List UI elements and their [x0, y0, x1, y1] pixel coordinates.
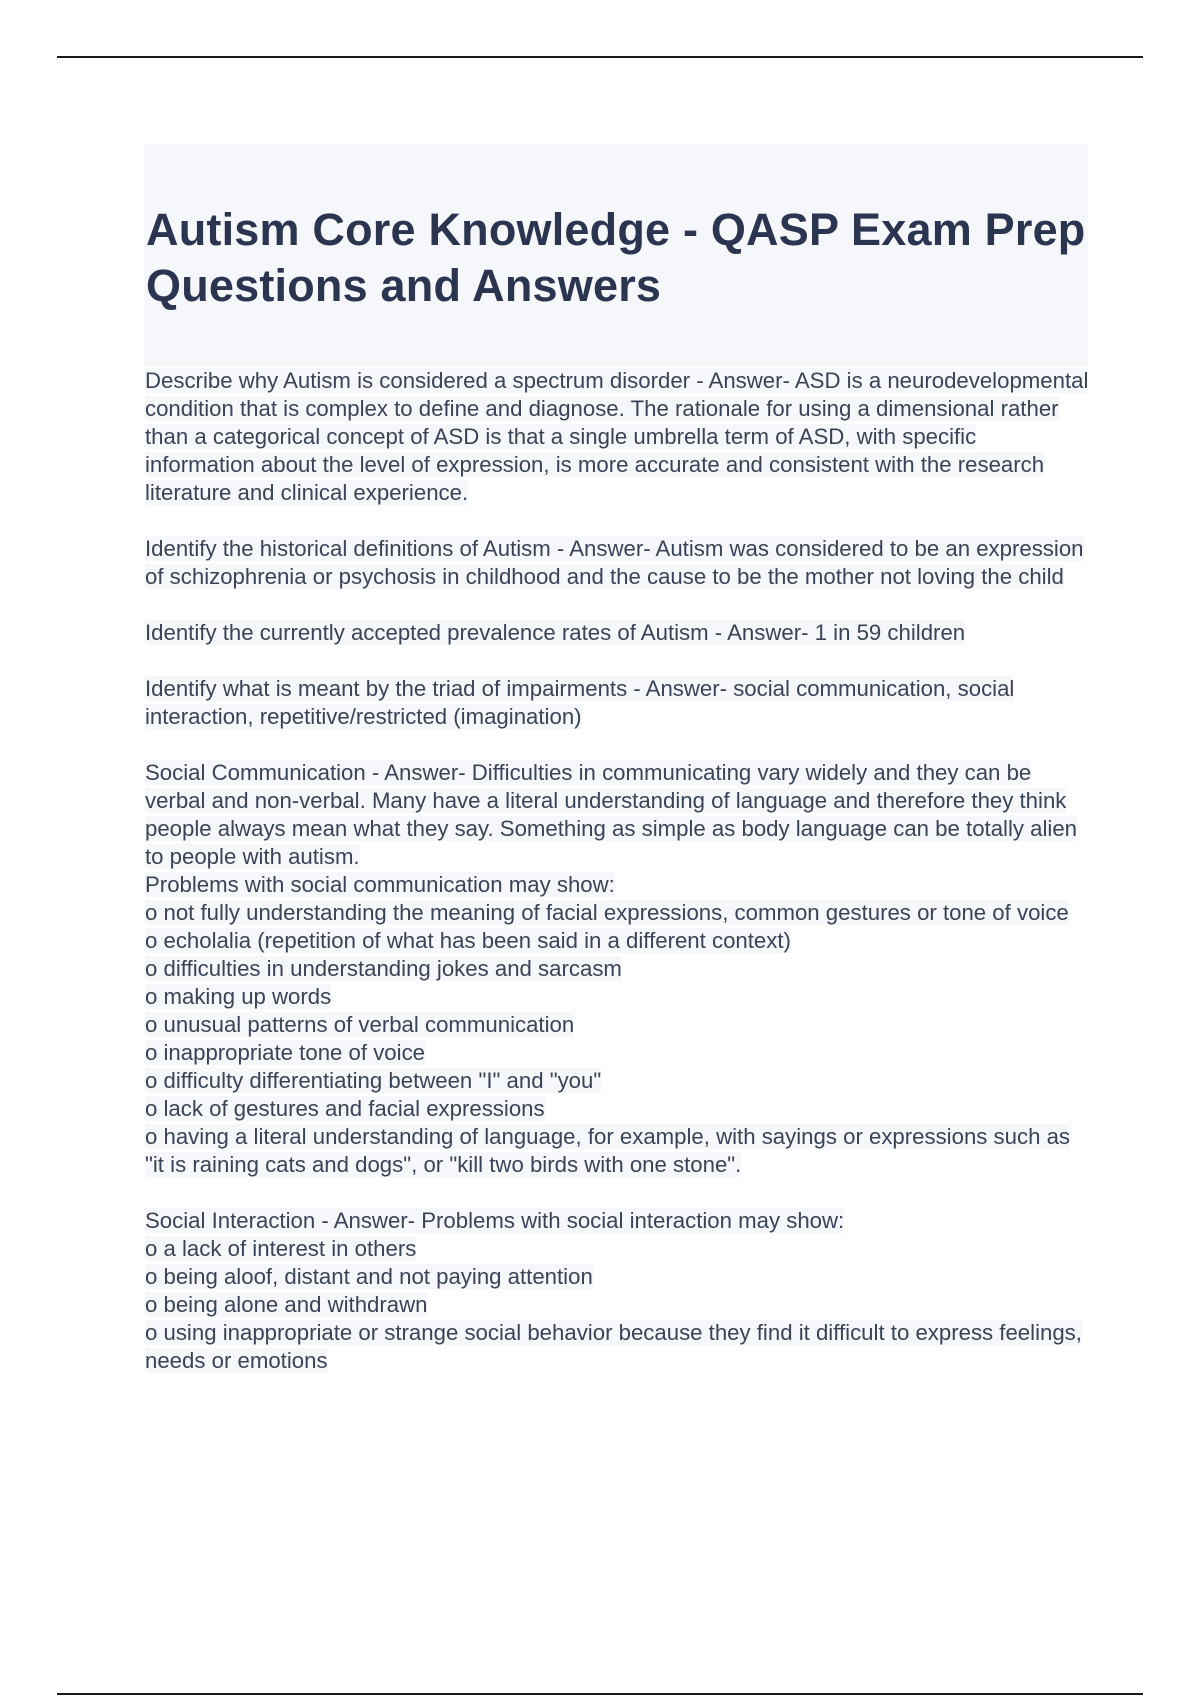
qa-text: Identify what is meant by the triad of impairments - Answer- social communication, social interaction, repetitive/restricted (imagination)	[145, 676, 1015, 729]
qa-entry-social-interaction	[145, 1207, 1090, 1375]
title-block	[144, 144, 1088, 366]
list-item: o having a literal understanding of language, for example, with sayings or expressions such as "it is raining cats and dogs", or "kill two birds with one stone".	[145, 1124, 1071, 1177]
list-item: o a lack of interest in others	[145, 1236, 417, 1261]
qa-entry-social-communication	[145, 759, 1090, 1179]
document-body	[145, 367, 1090, 1403]
list-lead: Problems with social communication may show:	[145, 872, 615, 897]
qa-text: Identify the currently accepted prevalence rates of Autism - Answer- 1 in 59 children	[145, 620, 966, 645]
top-rule	[57, 56, 1143, 58]
list-item: o inappropriate tone of voice	[145, 1040, 425, 1065]
qa-entry-prevalence	[145, 619, 1090, 647]
list-item: o using inappropriate or strange social behavior because they find it difficult to express feelings, needs or emotions	[145, 1320, 1082, 1373]
list-item: o making up words	[145, 984, 332, 1009]
list-item: o lack of gestures and facial expressions	[145, 1096, 545, 1121]
list-lead: Social Interaction - Answer- Problems with social interaction may show:	[145, 1208, 845, 1233]
qa-text: Social Communication - Answer- Difficulties in communicating vary widely and they can be verbal and non-verbal. Many have a literal understanding of language and therefore they think people always mean what they say. Something as simple as body language can be totally alien to people with autism.	[145, 760, 1078, 869]
bottom-rule	[57, 1693, 1143, 1695]
document-title: Autism Core Knowledge - QASP Exam Prep Questions and Answers	[146, 204, 1086, 311]
list-item: o unusual patterns of verbal communication	[145, 1012, 575, 1037]
list-item: o not fully understanding the meaning of facial expressions, common gestures or tone of voice	[145, 900, 1069, 925]
qa-entry-triad	[145, 675, 1090, 731]
social-interaction-list	[145, 1235, 1090, 1375]
qa-entry-spectrum	[145, 367, 1090, 507]
list-item: o difficulties in understanding jokes and sarcasm	[145, 956, 622, 981]
list-item: o difficulty differentiating between "I" and "you"	[145, 1068, 602, 1093]
list-item: o being alone and withdrawn	[145, 1292, 428, 1317]
social-communication-list	[145, 899, 1090, 1179]
list-item: o being aloof, distant and not paying attention	[145, 1264, 593, 1289]
qa-entry-historical	[145, 535, 1090, 591]
qa-text: Describe why Autism is considered a spectrum disorder - Answer- ASD is a neurodevelopmental condition that is complex to define and diagnose. The rationale for using a dimensional rather than a categorical concept of ASD is that a single umbrella term of ASD, with specific information about the level of expression, is more accurate and consistent with the research literature and clinical experience.	[145, 368, 1089, 505]
qa-text: Identify the historical definitions of Autism - Answer- Autism was considered to be an expression of schizophrenia or psychosis in childhood and the cause to be the mother not loving the child	[145, 536, 1084, 589]
list-item: o echolalia (repetition of what has been said in a different context)	[145, 928, 791, 953]
